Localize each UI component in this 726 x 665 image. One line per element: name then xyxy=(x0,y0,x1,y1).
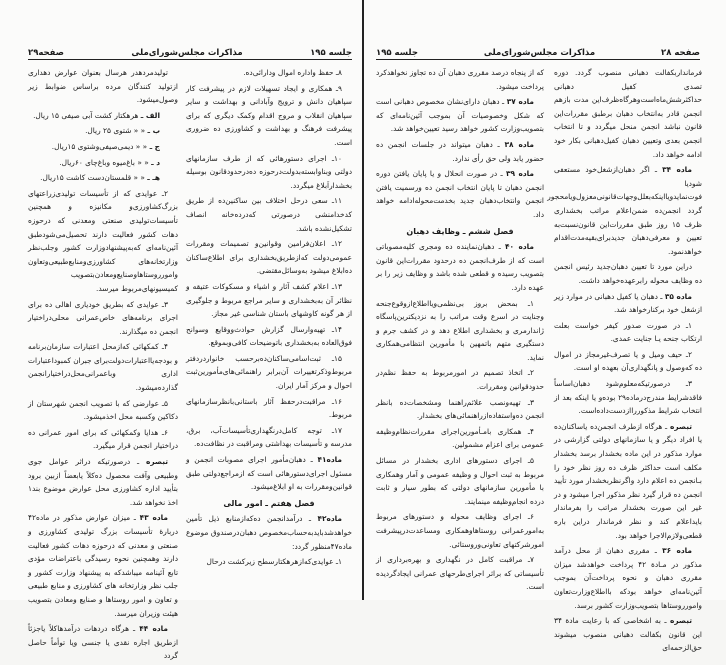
paragraph: ۱۷ـ توجه کامل‌درنگهداری‌تأسیسات‌آب، برق، مدرسه و تأسیسات بهداشتی ومراقبت در نظافت‌ده. xyxy=(186,425,352,449)
page-header xyxy=(28,44,352,60)
article-37: ماده ۳۷ ـ دهبان دارای‌نشان مخصوص دهبانی است که شکل وخصوصیات آن بموجب آئین‌نامه‌ای که بتصویب‌وزارت کشور خواهد رسید تعیین‌خواهد شد. xyxy=(376,97,544,134)
article-36: ماده ۳۶ ـ مقرری دهبان از محل درآمد مذکور در مـادة ۴۲ پرداخت خواهدشد میزان مقرری دهبان و نحوه پرداخت‌آن بموجب آئین‌نامه‌ای خواهد بودکه بااطلاع‌وزارت‌تعاون وامورروستاها بتصویب‌وزارت کشور برسد. xyxy=(554,546,702,610)
paragraph: ۱۲ـ اعلان‌فرامین وقوانین‌و تصمیمات ومقررات عمومی‌دولت که‌ازطریق‌بخشداری برای اطلاع‌ساکنان ده‌ابلاغ میشود به‌وسائل‌مقتضی. xyxy=(186,239,352,276)
article-40: ماده ۴۰ ـ دهبان‌نماینده ده ومجری کلیه‌مصوباتی است که از طرف‌انجمن ده درحدود مقررات‌این قانون بتصویب رسیده و قطعی شده باشد و وظایف زیر را بر عهده دارد. xyxy=(376,242,544,292)
rate-row: الف ـ هرهکتار کشت آبی صیفی ۱۵ ریال. xyxy=(33,110,160,120)
paragraph: ۴ـ همکاری بامـأمورین‌اجرای مقررات‌نظام‌وظیفه عمومی برای اعزام مشمولین. xyxy=(376,426,544,450)
text-column-left xyxy=(376,66,544,596)
header-title: مذاکرات مجلس‌شورای‌ملی xyxy=(131,48,243,58)
article-34: ماده ۳۴ ـ اگر دهبان‌ازشغل‌خود مستعفی شود‌یا فوت‌نماید‌و‌یا‌اینکه‌بعلل‌وجهات‌قانونی‌معزول‌و‌یا‌محجور گردد انجمن‌ده ضمن‌اعلام مراتب بخشداری ظرف ۱۵ روز طبق مقررات‌این قانون‌نسبت‌به تعیین و معرفی‌دهبان جدیدبرای‌بقیه‌مدت‌اقدام خواهدنمود. xyxy=(547,165,702,256)
chapter-title: فصل هفتم ـ امور مالی xyxy=(223,498,315,508)
rate-row: د ـ « « باغ‌میوه وباغ‌چای ۶۰ریال. xyxy=(59,157,160,167)
chapter-title: فصل ششم ـ وظایف دهبان xyxy=(406,226,514,236)
page-number: صفحه۲۹ xyxy=(28,48,65,58)
paragraph: ۳ـ تهیه‌ونصب علائم‌راهنما ومشخصات‌ده بانظر انجمن ده‌واستفاده‌از‌راهنمائی‌های بخشدار. xyxy=(376,397,544,421)
page-number: صفحه ۲۸ xyxy=(661,48,700,58)
paragraph: ۶ـ اجرای وظایف محوله و دستورهای مربوط به‌امورعمرانی روستاهاوهمکاری ومساعدت‌درپیشرفت امورشرکتهای تعاونی‌وروستائی. xyxy=(376,512,544,549)
paragraph: ۲ـ عوایدی که از تأسیسات تولیدی‌زراعتهای بزرگ‌کشاورزی‌و مکانیزه و همچنین تأسیسات‌تولیدی صنعتی ومعدنی که درحوزه دهات کشور فعالیت دارند تحصیل‌می‌شودطبق آئین‌نامه‌ای که‌به‌پیشنهادوزارت کشور وجلب‌نظر وزارتخانه‌های کشاورزی‌ومنابع‌طبیعی‌وتعاون وامورروستاهاوصنایع‌ومعادن‌بتصویب کمیسیونهای‌مربوط میرسد. xyxy=(28,188,178,293)
left-page xyxy=(0,0,362,661)
paragraph: ۷ـ مراقبت کامل در نگهداری و بهره‌برداری از تأسیساتی که براثر اجرای‌طرحهای عمرانی ایجادگردیده است. xyxy=(376,555,544,592)
session-number: جلسه ۱۹۵ xyxy=(310,48,352,58)
header-title: مذاکرات مجلس‌شورای‌ملی xyxy=(483,48,596,58)
note: تبصره ـ درصورتیکه دراثر عوامل جوی وطبیعی وآفت محصول ده‌کلاً یابعضاً ازبین برود بتأیید اداره کشاورزی محل عوارض موضوع بند۱ اخذ نخواهد شد. xyxy=(28,457,178,507)
paragraph: ۱ـ عوایدی‌که‌ازهرهکتارسطح زیرکشت درحال xyxy=(206,557,342,567)
text-column-right xyxy=(547,66,702,657)
paragraph: ۱۳ـ اعلام کشف آثار و اشیاء و مسکوکات عتیقه و نظائر آن به‌بخشداری و سایر مراجع مربوط و جلوگیری از هر گونه کاوشهای باستان شناسی غیر مجاز. xyxy=(186,281,352,319)
paragraph: ۲ـ حیف ومیل و یا تصرف‌غیرمجاز در اموال ده که‌وصول و پانگهداری‌آن بعهده او است. xyxy=(554,349,702,373)
paragraph: ۵ـ اجرای دستورهای اداری بخشدار در مسائل مربوط به ثبت احوال و وظیفه عمومی و آمار وهمکاری با مأمورین سازمانهای دولتی که بطور سیار و ثابت درده انجام‌وظیفه مینمایند. xyxy=(376,456,544,506)
paragraph: ۱۴ـ تهیه‌وارسال گزارش حوادث‌ووقایع وسوانح فوق‌العاده به‌بخشداری باتوضیحات کافی‌وبموقع. xyxy=(186,324,352,348)
article-39: ماده ۳۹ ـ در صورت انحلال و یا پایان یافتن دوره انجمن دهبان تا پایان انتخاب انجمن ده ورسمیت یافتن انجمن وانتخاب‌دهبان جدید بخدمت‌محوله‌ادامه خواهد داد. xyxy=(376,169,544,219)
paragraph: که از پنجاه درصد مقرری دهبان آن ده تجاوز نخواهدکرد پرداخت میشود. xyxy=(376,68,544,91)
article-43: ماده ۴۳ ـ میزان عوارض مذکور در ماده۴۲ دربارهٔ تأسیسات بزرگ تولیدی کشاورزی و صنعتی و معدنی که درحوزه دهات کشور فعالیت دارند وهمچنین نحوه رسیدگی باعتراضات مؤدی تابع آئینامه میباشدکه به پیشنهاد وزارت کشور و جلب نظر وزارتخانه های کشاورزی و منابع طبیعی و تعاون و امور روستاها و صنایع ومعادن بتصویب هیئت وزیران میرسد. xyxy=(28,513,178,618)
paragraph: ۱ـ در صورت صدور کیفر خواست بعلت ارتکاب جنحه یـا جنایت عمدی. xyxy=(554,320,702,344)
paragraph: ۲ـ اتخاذ تصمیم در امورمربوط به حفظ نظم‌در حدودقوانین ومقررات. xyxy=(376,368,544,392)
paragraph: ۱۰ـ اجرای دستورهائی که از طرف سازمانهای دولتی وبناوابسته‌بدولت‌درحوزه ده‌درحدودقانون بوسیله بخشداراَبلاغ میگردد. xyxy=(186,153,352,190)
note: تبصره ـ به اشخاصی که با رعایت مادة ۳۴ این قانون بکفالت دهبانی منصوب میشوند حق‌الزحمه‌ای xyxy=(554,616,702,653)
paragraph: ۱۶ـ مراقبت‌درحفظ آثار باستانی‌بانظر‌سازمانهای مربوط. xyxy=(186,396,352,420)
paragraph: ۳ـ عوایدی که بطریق خودیاری اهالی ده برای اجرای برنامه‌های خاص‌عمرانی محلی‌دراختیار انجمن ده میگذارند. xyxy=(28,299,178,336)
note: تبصره ـ هرگاه ازطرف انجمن‌ده یاساکنان‌ده یا افراد دیگر و یا سازمانهای دولتی گزارشی در موارد مذکور در این ماده بخشدار برسد بخشدار مکلف است حداکثر ظرف ده روز نظر خود را بـانجمن ده اعلام دارد واگرنظربخشدار مورد تأیید انجمن ده قرار گیرد نظر مذکور اجرا میشود و در غیر این صورت بخشدار مراتب را بفرماندار باید‌اعلام کند و نظر فرماندار دراین باره قطعی‌ولازم‌الاجرا خواهد بود. xyxy=(554,421,702,540)
rate-row: ج ـ « « دیمی‌صیفی‌وشتوی ۱۵ریال. xyxy=(51,141,160,151)
paragraph: ۵ـ عوارضی که با تصویب انجمن شهرستان از دکاکین وکسبه محل اخذمیشود. xyxy=(28,398,178,422)
article-42: ماده۴۲ ـ درآمدانجمن ده‌که‌ازمنابع ذیل تأمین خواهدشدبایدبه‌حساب‌مخصوص دهبان‌درصندوق موضوع ماده۴۷منظور گردد: xyxy=(186,514,352,551)
paragraph: ۱ـ بمحض بروز بی‌نظمی‌و‌یااطلاع‌ازوقوع‌جنحه وجنایت در اسرع وقت مراتب را به نزدیکترین‌پاسگاه ژاندارمری و بخشداری اطلاع دهد و در کشف جرم و دستگیری متهم باتمهین با مأمورین انتظامی‌همکاری نماید. xyxy=(376,298,544,362)
text-column-left xyxy=(28,66,178,665)
paragraph: ۸ـ حفظ واداره اموال ودارائی‌ده. xyxy=(243,68,342,77)
session-number: جلسه ۱۹۵ xyxy=(376,48,418,58)
paragraph: ۱۱ـ سعی درحل اختلاف بین ساکنین‌ده از طریق کدخدامنشی درصورتی که‌درده‌خانه انصاف تشکیل‌نشده باشد. xyxy=(186,196,352,233)
paragraph: ۴ـ کمکهائی که‌ازمحل اعتبارات سازمان‌برنامه و بودجه‌یا‌اعتبارات‌دولت‌برای جبران کمبوداعتبارات اداری وباعمرانی‌محل‌دراختیار‌انجمن گذارده‌میشود. xyxy=(28,342,178,393)
article-44: ماده ۴۴ ـ هرگاه دردهات درآمدهاکلاً یاجزئاً ازطریق اجاره نقدی یا جنسی ویا توأماً حاصل گردد xyxy=(28,624,178,661)
article-35: ماده ۳۵ ـ دهبان یا کفیل دهبانی در موارد زیر ازشغل خود برکنارخواهد شد. xyxy=(554,291,702,315)
rate-row: ب ـ « « شتوی ۲۵ ریال. xyxy=(85,126,160,136)
article-41: ماده۴۱ ـ دهبان‌مأمور اجرای مصوبات انجمن و مسئول اجرای‌دستورهائی است که ازمراجع‌دولتی طبق قوانین‌ومقررات به او ابلاغ‌میشود. xyxy=(186,455,352,492)
paragraph: ۹ـ همکاری و ایجاد تسهیلات لازم در پیشرفت کار سپاهیان دانش و ترویج وآبادانی و بهداشت و سایر سپاهیان انقلاب و مروج اقدام وکمک دیگری که برای پیشرفت فرهنگ و بهداشت و کشاورزی ده ضروری است. xyxy=(186,83,352,147)
paragraph: دراین مورد تا تعیین دهبان‌جدید رئیس انجمن ده وظایف محوله را‌برعهده‌خواهد داشت. xyxy=(554,262,702,285)
page-header xyxy=(376,44,700,60)
paragraph: ۶ـ هدایا وکمکهائی که برای امور عمرانی ده دراختیار انجمن قرار میگیرد. xyxy=(28,427,178,451)
rate-row: هـ ـ « « قلمستان‌دست کاشت ۱۵ریال. xyxy=(40,173,160,183)
right-page xyxy=(364,0,726,653)
paragraph: ۱۵ـ ثبت‌اسامی‌ساکنان‌ده‌برحسب خانوار‌دردفتر مربوط‌وذکر‌تغییرات آن‌برابر راهنمائی‌های‌مأمورین‌ثبت احوال و مرکز آمار ایران. xyxy=(186,353,352,391)
paragraph: فرماندار‌بکفالت دهبانی منصوب گردد. دوره تصدی کفیل دهبانی حداکثرشش‌ماه‌است‌وهرگاه‌ظرف‌این مدت بازهم انجمن قادر به‌انتخاب دهبان برطبق مقررات‌این قانون نباشد انجمن منحل میگردد و تا انتخاب انجمن بعدی وتعیین دهبان کفیل‌دهبانی بکار خود ادامه خواهد داد. xyxy=(554,68,702,159)
paragraph: تولیدمردهدر هرسال بعنوان عوارض دهداری ازتولید کنندگان مرده براساس ضوابط زیر وصول‌میشود. xyxy=(28,68,178,105)
article-38: ماده ۳۸ ـ دهبان میتواند در جلسات انجمن ده حضور یابد ولی حق رأی ندارد. xyxy=(376,139,544,163)
text-column-right xyxy=(186,66,352,571)
paragraph: ۳ـ درصورتیکه‌معلوم‌شود دهبان‌اساساً فاقدشرایط مندرج‌درماده۲۹ بوده‌و یا اینکه بعد از انتخاب شرایط مذکور‌راازدست‌داده‌است. xyxy=(554,379,702,416)
